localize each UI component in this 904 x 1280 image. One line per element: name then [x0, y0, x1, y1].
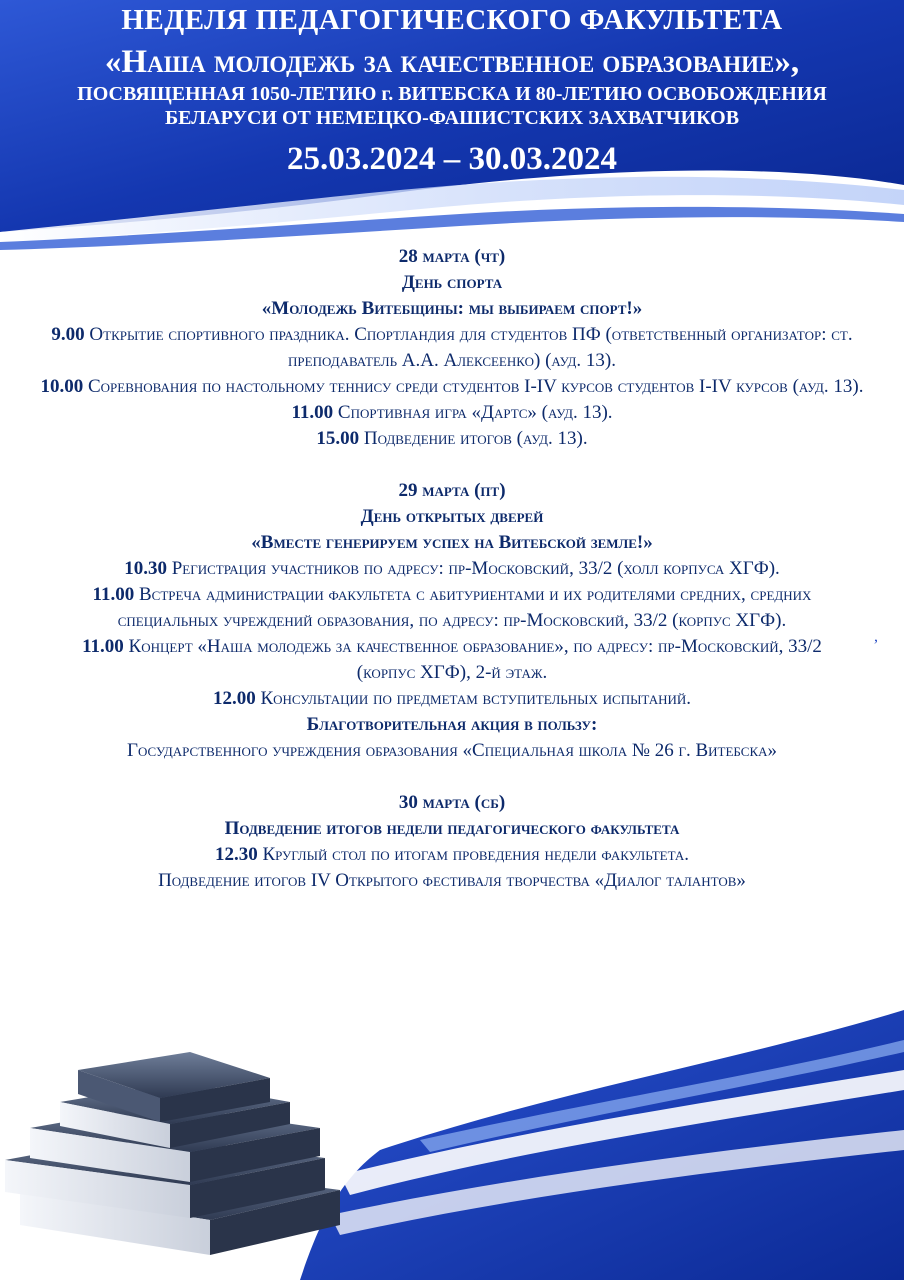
event-item — [0, 582, 904, 634]
event-item — [0, 322, 904, 374]
page-title: НЕДЕЛЯ ПЕДАГОГИЧЕСКОГО ФАКУЛЬТЕТА — [121, 4, 783, 36]
event-item — [0, 426, 904, 452]
event-time: 12.00 — [212, 688, 256, 709]
day-30-march — [0, 790, 904, 894]
event-dates: 25.03.2024 – 30.03.2024 — [287, 141, 617, 177]
event-time: 11.00 — [92, 584, 135, 605]
day-motto: «Вместе генерируем успех на Витебской земле!» — [251, 532, 653, 553]
day-29-march — [0, 478, 904, 764]
event-item — [0, 686, 904, 712]
event-time: 12.30 — [214, 844, 258, 865]
dedication-line-2: БЕЛАРУСИ ОТ НЕМЕЦКО-ФАШИСТСКИХ ЗАХВАТЧИКОВ — [164, 107, 740, 129]
schedule — [0, 244, 904, 894]
header-background — [0, 0, 904, 260]
day-name: Подведение итогов недели педагогического факультета — [224, 818, 680, 839]
event-text: Спортивная игра «Дартс» (ауд. 13). — [333, 402, 613, 423]
day-date: 29 марта (пт) — [398, 480, 506, 501]
event-time: 9.00 — [51, 324, 85, 345]
event-text: Встреча администрации факультета с абитуриентами и их родителями средних, средних специальных учреждений образования, по адресу: пр-Московский, 33/2 (корпус ХГФ). — [117, 584, 812, 631]
event-text: Открытие спортивного праздника. Спортландия для студентов ПФ (ответственный организатор: ст. преподаватель А.А. Алексеенко) (ауд. 13). — [84, 324, 853, 371]
event-time: 15.00 — [316, 428, 360, 449]
stray-mark-icon: , — [874, 628, 878, 645]
event-text: Концерт «Наша молодежь за качественное образование», по адресу: пр-Московский, 33/2 (корпус ХГФ), 2-й этаж. — [123, 636, 822, 683]
event-text: Консультации по предметам вступительных испытаний. — [255, 688, 692, 709]
event-item — [0, 374, 904, 400]
closing-text: Подведение итогов IV Открытого фестиваля творчества «Диалог талантов» — [158, 870, 746, 891]
event-item — [0, 842, 904, 868]
day-motto: «Молодежь Витебщины: мы выбираем спорт!» — [261, 298, 643, 319]
charity-title: Благотворительная акция в пользу: — [306, 714, 598, 735]
day-date: 30 марта (сб) — [398, 792, 506, 813]
event-time: 10.00 — [40, 376, 84, 397]
event-text: Соревнования по настольному теннису среди студентов I-IV курсов студентов I-IV курсов (ауд. 13). — [83, 376, 864, 397]
event-item — [0, 400, 904, 426]
books-icon — [0, 1040, 360, 1280]
day-date: 28 марта (чт) — [398, 246, 506, 267]
charity-text: Государственного учреждения образования «Специальная школа № 26 г. Витебска» — [126, 740, 778, 761]
day-28-march — [0, 244, 904, 452]
event-time: 10.30 — [124, 558, 167, 579]
day-name: День открытых дверей — [360, 506, 544, 527]
event-text: Подведение итогов (ауд. 13). — [359, 428, 588, 449]
day-name: День спорта — [401, 272, 503, 293]
event-item — [0, 556, 904, 582]
page-subtitle: «Наша молодежь за качественное образование», — [104, 44, 800, 80]
event-item — [0, 634, 904, 686]
dedication-line-1: ПОСВЯЩЕННАЯ 1050-ЛЕТИЮ г. ВИТЕБСКА И 80-ЛЕТИЮ ОСВОБОЖДЕНИЯ — [77, 83, 827, 105]
event-text: Круглый стол по итогам проведения недели факультета. — [257, 844, 690, 865]
event-time: 11.00 — [291, 402, 334, 423]
event-text: Регистрация участников по адресу: пр-Московский, 33/2 (холл корпуса ХГФ). — [166, 558, 780, 579]
event-time: 11.00 — [82, 636, 124, 657]
